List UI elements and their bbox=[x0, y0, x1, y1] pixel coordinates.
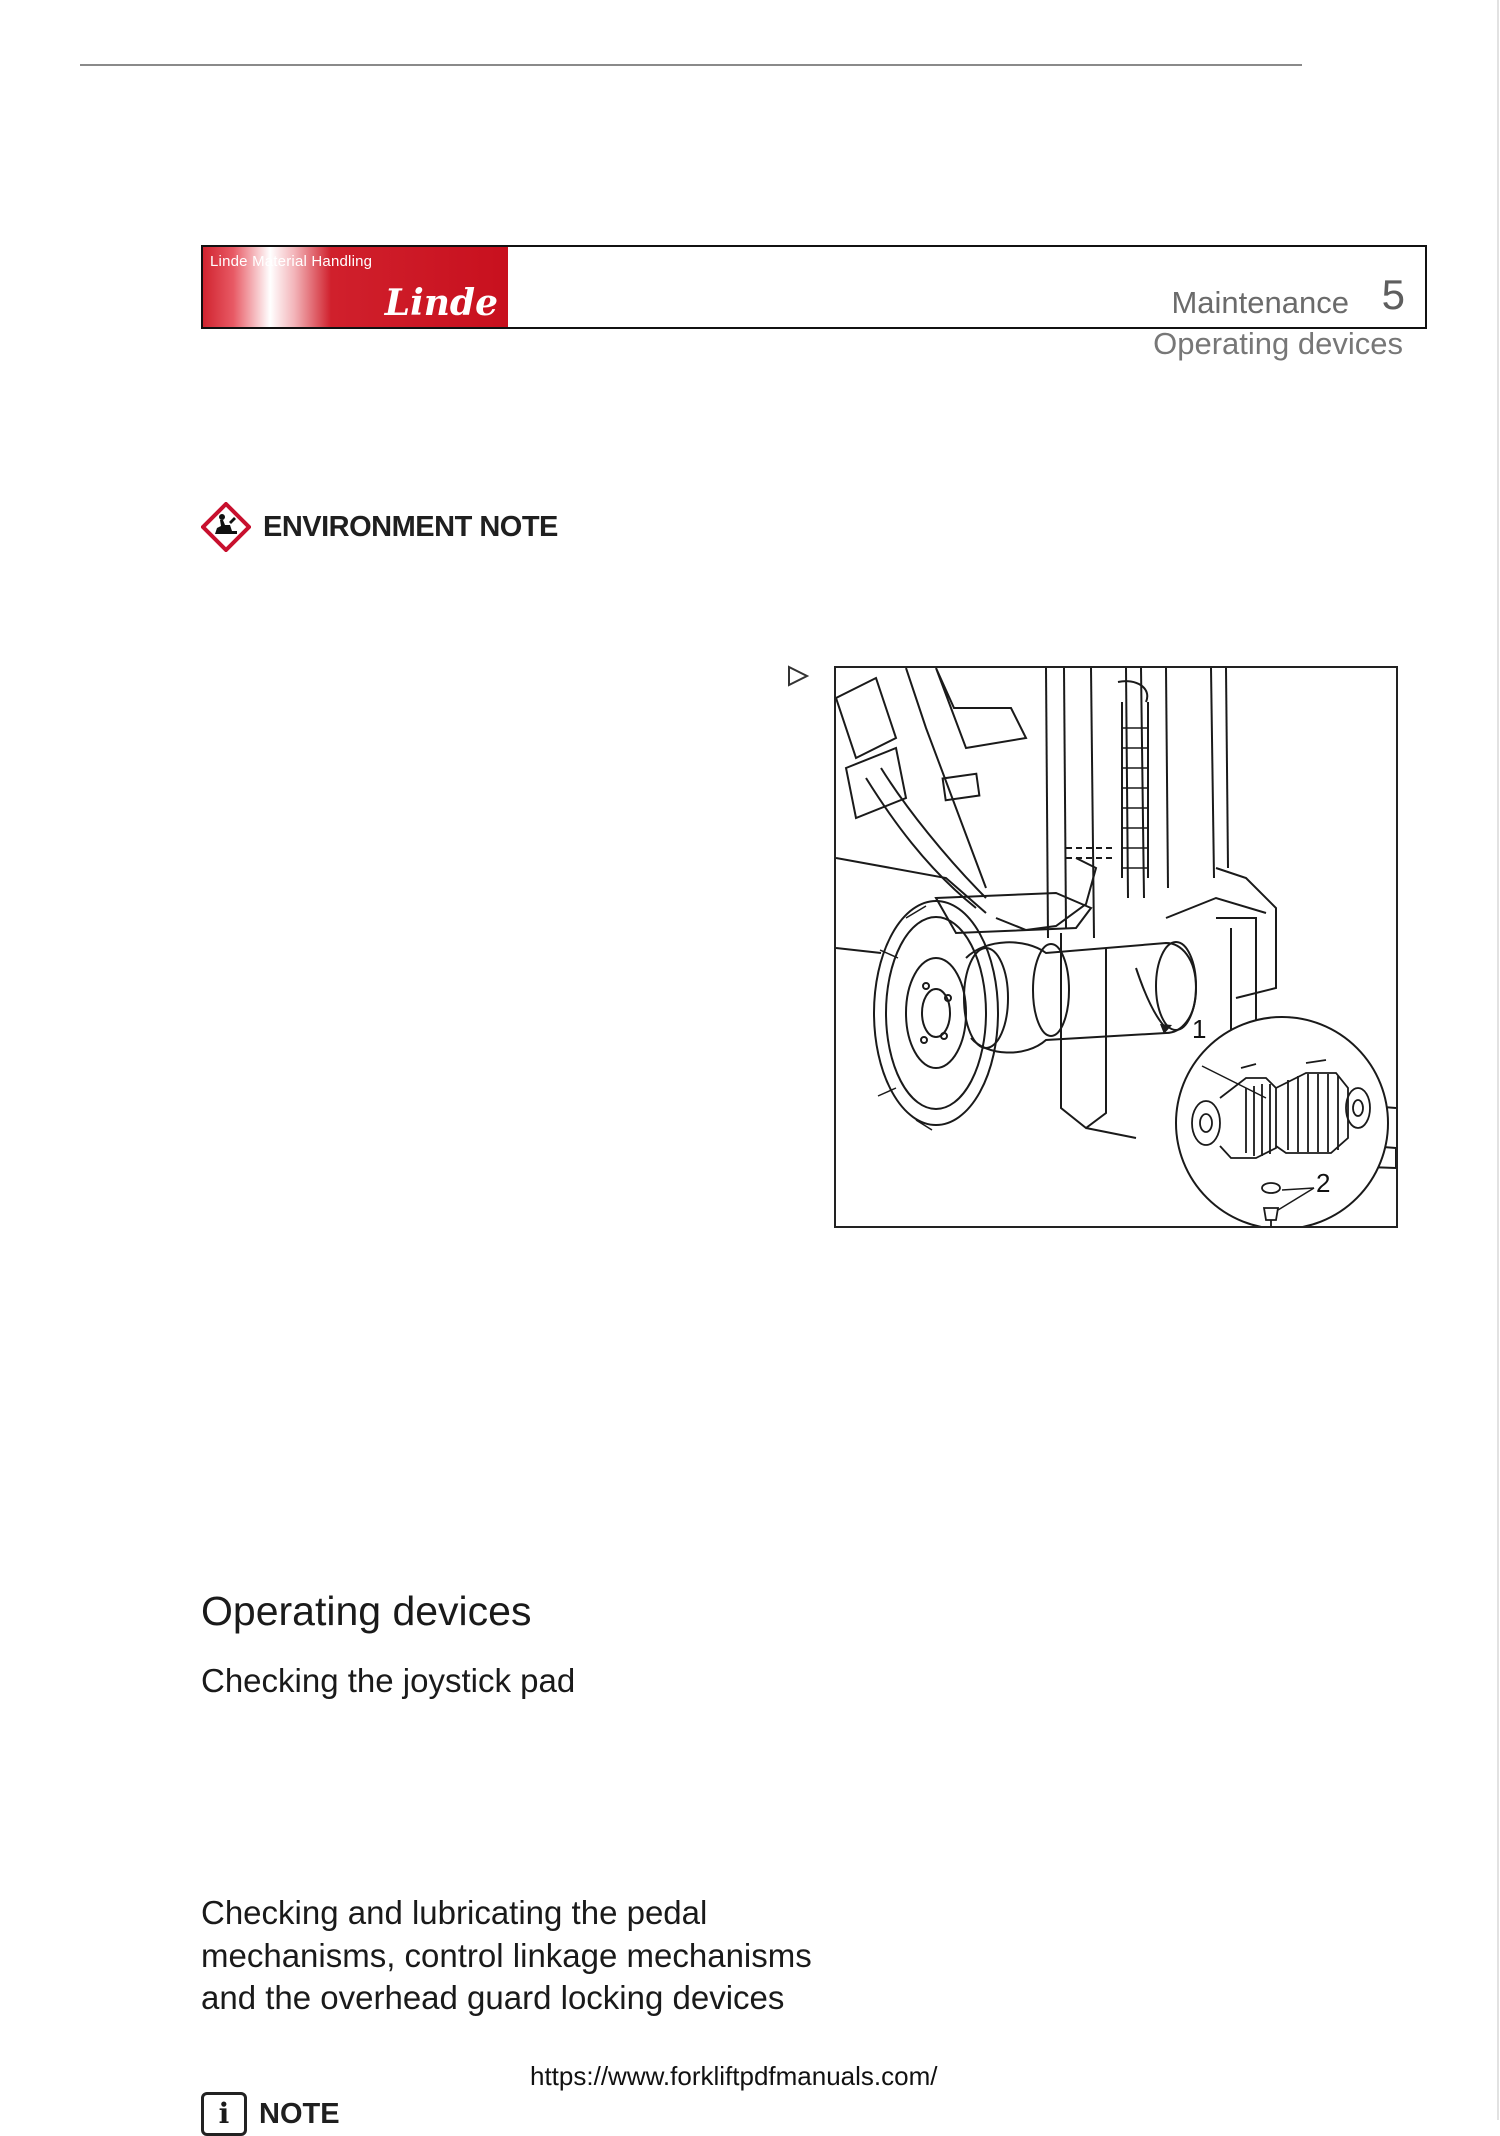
environment-note bbox=[201, 500, 558, 554]
header-section-title: Maintenance bbox=[1171, 285, 1349, 320]
logo-company-text: Linde Material Handling bbox=[210, 253, 373, 270]
header-chapter-number: 5 bbox=[1381, 271, 1405, 318]
figure-callout-2: 2 bbox=[1316, 1168, 1331, 1198]
note-callout bbox=[201, 2092, 340, 2132]
linde-logo bbox=[203, 247, 508, 327]
subheading-pedal-mechanisms: Checking and lubricating the pedal mechanisms, control linkage mechanisms and the overhead guard locking devices bbox=[201, 1894, 812, 2016]
note-label: NOTE bbox=[259, 2098, 340, 2130]
section-heading-operating-devices: Operating devices bbox=[201, 1588, 532, 1634]
drive-axle-figure bbox=[834, 666, 1398, 1228]
logo-brand-text: Linde bbox=[384, 282, 498, 324]
forklift-drive-axle-illustration bbox=[836, 668, 1396, 1226]
figure-callout-1: 1 bbox=[1192, 1014, 1207, 1044]
info-icon: i bbox=[201, 2092, 247, 2136]
page-header bbox=[201, 245, 1427, 329]
environment-note-label: ENVIRONMENT NOTE bbox=[263, 510, 558, 543]
subheading-joystick-pad: Checking the joystick pad bbox=[201, 1662, 576, 1699]
top-rule bbox=[80, 64, 1302, 66]
footer-url-link[interactable]: https://www.forkliftpdfmanuals.com/ bbox=[530, 2061, 938, 2091]
triangle-pointer-icon bbox=[786, 664, 810, 688]
header-subsection: Operating devices bbox=[1153, 326, 1403, 361]
environment-hazard-icon bbox=[201, 502, 251, 552]
